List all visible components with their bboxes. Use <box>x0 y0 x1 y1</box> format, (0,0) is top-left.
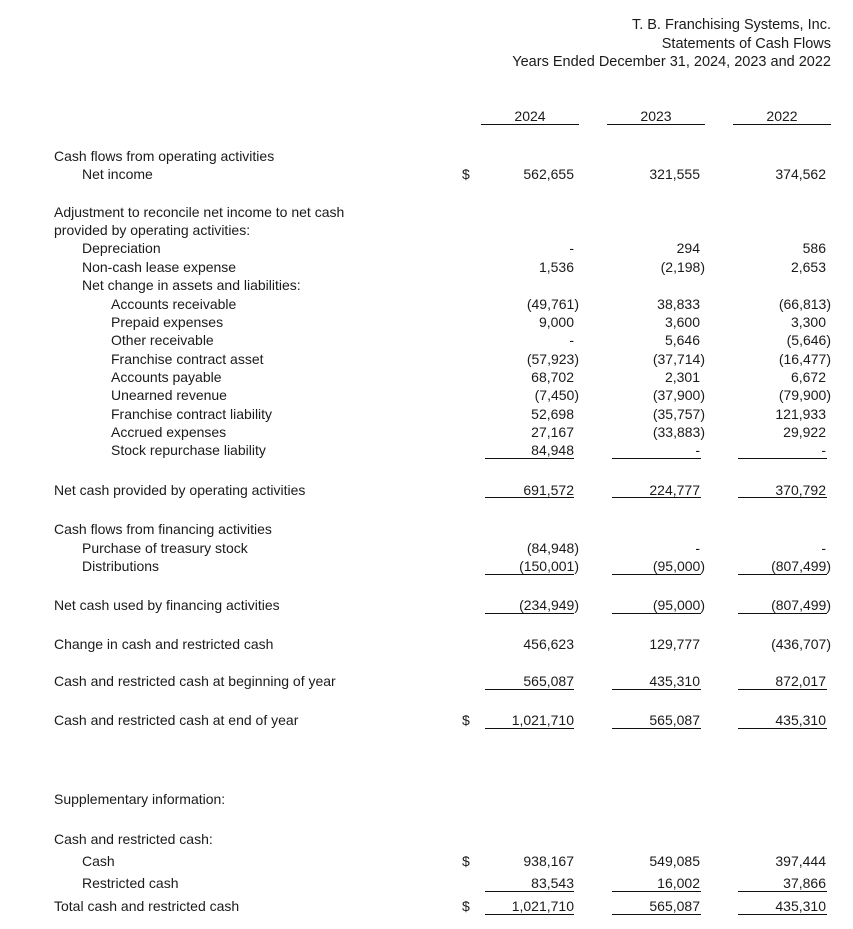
cell-cash-begin-2022: 872,017 <box>775 673 826 689</box>
cell-net-income-2023: 321,555 <box>649 166 700 182</box>
row-label-restricted-cash: Restricted cash <box>82 875 179 891</box>
cell-net-income-2022: 374,562 <box>775 166 826 182</box>
subtotal-underline <box>485 891 574 892</box>
cell-unearned-revenue-2022: (79,900) <box>778 387 831 403</box>
cell-cash-end-2022: 435,310 <box>775 712 826 728</box>
row-label-net-income: Net income <box>82 166 153 182</box>
cell-cash-2024: 938,167 <box>523 853 574 869</box>
cell-franchise-liability-2023: (35,757) <box>652 406 705 422</box>
year-header-2023: 2023 <box>640 108 672 124</box>
company-name: T. B. Franchising Systems, Inc. <box>631 17 831 33</box>
cell-restricted-cash-2024: 83,543 <box>531 875 574 891</box>
row-label-total-cash: Total cash and restricted cash <box>54 898 240 914</box>
cell-net-operating-2024: 691,572 <box>523 482 574 498</box>
cell-accrued-expenses-2022: 29,922 <box>783 424 826 440</box>
cell-distributions-2023: (95,000) <box>652 558 705 574</box>
cell-lease-expense-2022: 2,653 <box>790 259 826 275</box>
subtotal-underline <box>485 574 574 575</box>
cell-cash-end-2024: 1,021,710 <box>511 712 574 728</box>
total-underline <box>612 914 701 915</box>
section-heading-adjustments: Adjustment to reconcile net income to net cash <box>54 204 345 220</box>
cell-total-cash-2023: 565,087 <box>649 898 700 914</box>
row-label-prepaid-expenses: Prepaid expenses <box>111 314 224 330</box>
row-label-net-operating: Net cash provided by operating activities <box>54 482 306 498</box>
subtotal-underline <box>738 458 827 459</box>
cell-net-income-2024: 562,655 <box>523 166 574 182</box>
cell-accounts-payable-2022: 6,672 <box>790 369 826 385</box>
cell-franchise-asset-2024: (57,923) <box>526 351 579 367</box>
cell-net-operating-2023: 224,777 <box>649 482 700 498</box>
cell-depreciation-2023: 294 <box>676 240 700 256</box>
section-heading-net-change: Net change in assets and liabilities: <box>82 277 301 293</box>
total-underline <box>612 728 701 729</box>
total-underline <box>485 497 574 498</box>
total-underline <box>738 914 827 915</box>
currency-symbol: $ <box>462 853 470 869</box>
row-label-stock-repurchase: Stock repurchase liability <box>111 442 266 458</box>
section-heading-cash-restricted: Cash and restricted cash: <box>54 831 213 847</box>
cell-lease-expense-2023: (2,198) <box>660 259 705 275</box>
currency-symbol: $ <box>462 712 470 728</box>
cell-treasury-stock-2023: - <box>695 540 700 556</box>
section-heading-supplementary: Supplementary information: <box>54 791 226 807</box>
year-header-2024: 2024 <box>514 108 546 124</box>
subtotal-underline <box>485 689 574 690</box>
cell-cash-2023: 549,085 <box>649 853 700 869</box>
cell-distributions-2022: (807,499) <box>771 558 831 574</box>
cell-accounts-receivable-2022: (66,813) <box>778 296 831 312</box>
row-label-franchise-liability: Franchise contract liability <box>111 406 273 422</box>
cell-accounts-receivable-2023: 38,833 <box>657 296 700 312</box>
statement-period: Years Ended December 31, 2024, 2023 and 2022 <box>512 54 831 70</box>
row-label-change-cash: Change in cash and restricted cash <box>54 636 274 652</box>
year-header-2022: 2022 <box>766 108 798 124</box>
row-label-cash-end: Cash and restricted cash at end of year <box>54 712 299 728</box>
cell-accounts-payable-2024: 68,702 <box>531 369 574 385</box>
cell-other-receivable-2023: 5,646 <box>664 332 700 348</box>
cell-accounts-payable-2023: 2,301 <box>664 369 700 385</box>
section-heading-financing: Cash flows from financing activities <box>54 521 272 537</box>
cell-depreciation-2024: - <box>569 240 574 256</box>
year-header-underline <box>481 124 579 125</box>
row-label-cash-begin: Cash and restricted cash at beginning of year <box>54 673 336 689</box>
row-label-cash: Cash <box>82 853 115 869</box>
cell-change-cash-2023: 129,777 <box>649 636 700 652</box>
section-heading-adjustments-cont: provided by operating activities: <box>54 222 251 238</box>
cell-net-financing-2022: (807,499) <box>771 597 831 613</box>
cell-net-financing-2024: (234,949) <box>519 597 579 613</box>
total-underline <box>738 497 827 498</box>
currency-symbol: $ <box>462 898 470 914</box>
subtotal-underline <box>485 458 574 459</box>
cell-cash-2022: 397,444 <box>775 853 826 869</box>
statement-title: Statements of Cash Flows <box>661 36 831 52</box>
cell-other-receivable-2022: (5,646) <box>786 332 831 348</box>
subtotal-underline <box>612 458 701 459</box>
cell-accrued-expenses-2023: (33,883) <box>652 424 705 440</box>
cell-stock-repurchase-2024: 84,948 <box>531 442 574 458</box>
cell-restricted-cash-2023: 16,002 <box>657 875 700 891</box>
row-label-treasury-stock: Purchase of treasury stock <box>82 540 248 556</box>
row-label-accrued-expenses: Accrued expenses <box>111 424 227 440</box>
row-label-net-financing: Net cash used by financing activities <box>54 597 280 613</box>
cell-change-cash-2022: (436,707) <box>771 636 831 652</box>
cell-total-cash-2024: 1,021,710 <box>511 898 574 914</box>
currency-symbol: $ <box>462 166 470 182</box>
subtotal-underline <box>738 689 827 690</box>
cell-stock-repurchase-2022: - <box>821 442 826 458</box>
cell-other-receivable-2024: - <box>569 332 574 348</box>
year-header-underline <box>607 124 705 125</box>
total-underline <box>485 728 574 729</box>
total-underline <box>738 728 827 729</box>
total-underline <box>738 613 827 614</box>
total-underline <box>485 613 574 614</box>
subtotal-underline <box>738 891 827 892</box>
row-label-franchise-asset: Franchise contract asset <box>111 351 264 367</box>
subtotal-underline <box>738 574 827 575</box>
cell-distributions-2024: (150,001) <box>519 558 579 574</box>
row-label-distributions: Distributions <box>82 558 160 574</box>
row-label-other-receivable: Other receivable <box>111 332 214 348</box>
total-underline <box>612 613 701 614</box>
cell-accrued-expenses-2024: 27,167 <box>531 424 574 440</box>
cell-prepaid-expenses-2023: 3,600 <box>664 314 700 330</box>
cell-prepaid-expenses-2024: 9,000 <box>538 314 574 330</box>
cell-net-operating-2022: 370,792 <box>775 482 826 498</box>
cell-accounts-receivable-2024: (49,761) <box>526 296 579 312</box>
cell-total-cash-2022: 435,310 <box>775 898 826 914</box>
cell-treasury-stock-2024: (84,948) <box>526 540 579 556</box>
cell-net-financing-2023: (95,000) <box>652 597 705 613</box>
row-label-unearned-revenue: Unearned revenue <box>111 387 227 403</box>
cell-franchise-liability-2024: 52,698 <box>531 406 574 422</box>
row-label-lease-expense: Non-cash lease expense <box>82 259 237 275</box>
cell-treasury-stock-2022: - <box>821 540 826 556</box>
subtotal-underline <box>612 689 701 690</box>
cell-cash-end-2023: 565,087 <box>649 712 700 728</box>
cell-cash-begin-2024: 565,087 <box>523 673 574 689</box>
cell-franchise-liability-2022: 121,933 <box>775 406 826 422</box>
cell-unearned-revenue-2024: (7,450) <box>534 387 579 403</box>
cell-stock-repurchase-2023: - <box>695 442 700 458</box>
total-underline <box>485 914 574 915</box>
cell-restricted-cash-2022: 37,866 <box>783 875 826 891</box>
cell-franchise-asset-2022: (16,477) <box>778 351 831 367</box>
row-label-accounts-payable: Accounts payable <box>111 369 222 385</box>
cell-change-cash-2024: 456,623 <box>523 636 574 652</box>
cell-unearned-revenue-2023: (37,900) <box>652 387 705 403</box>
row-label-depreciation: Depreciation <box>82 240 161 256</box>
subtotal-underline <box>612 574 701 575</box>
cell-franchise-asset-2023: (37,714) <box>652 351 705 367</box>
cell-cash-begin-2023: 435,310 <box>649 673 700 689</box>
total-underline <box>612 497 701 498</box>
section-heading-operating: Cash flows from operating activities <box>54 148 275 164</box>
year-header-underline <box>733 124 831 125</box>
cell-prepaid-expenses-2022: 3,300 <box>790 314 826 330</box>
subtotal-underline <box>612 891 701 892</box>
cell-lease-expense-2024: 1,536 <box>538 259 574 275</box>
row-label-accounts-receivable: Accounts receivable <box>111 296 237 312</box>
cell-depreciation-2022: 586 <box>802 240 826 256</box>
